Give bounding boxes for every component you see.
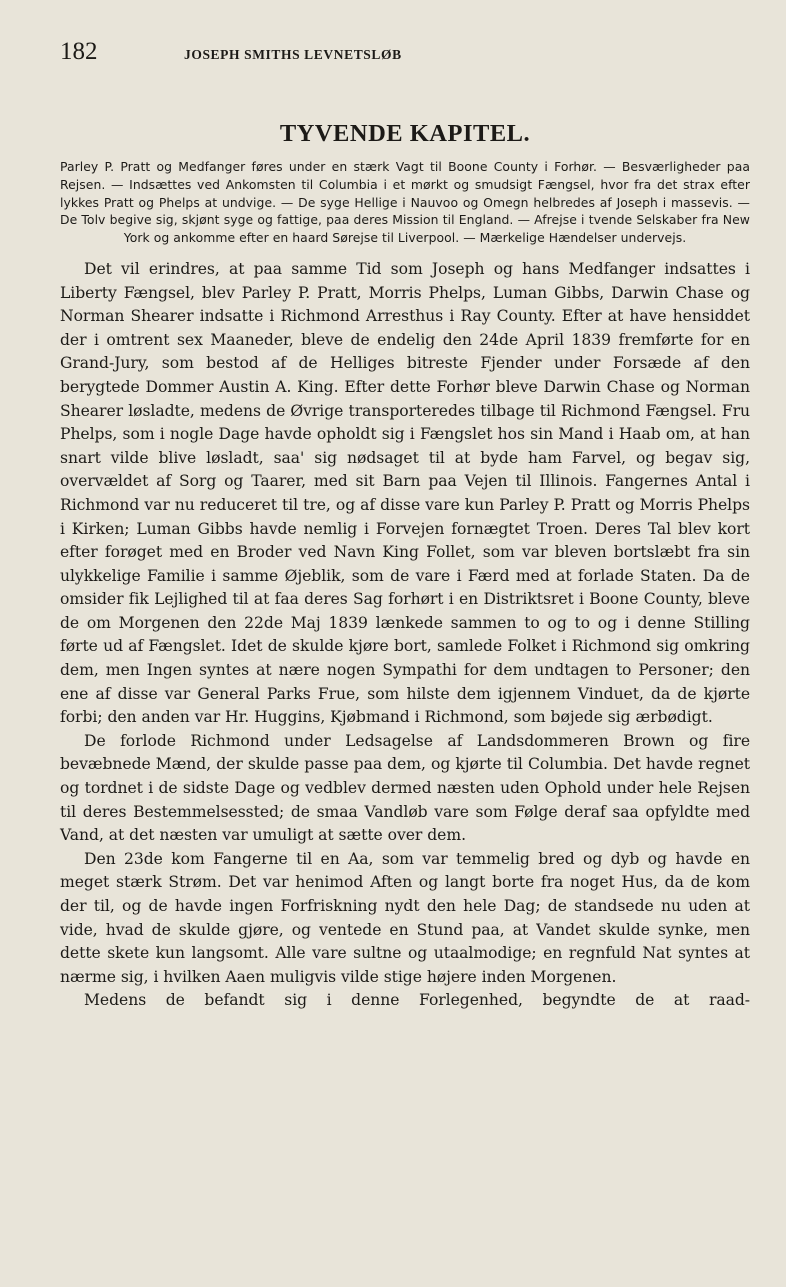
chapter-title: TYVENDE KAPITEL. <box>279 120 531 147</box>
paragraph: Det vil erindres, at paa samme Tid som Joseph og hans Medfanger indsattes i Liberty Fængsel, blev Parley P. Pratt, Morris Phelps, Luman Gibbs, Darwin Chase og Norman Shearer indsatte i Richmond Arresthus i Ray County. Efter at have hensiddet der i omtrent sex Maaneder, bleve de endelig den 24de April 1839 fremførte for en Grand-Jury, som bestod af de Helliges bitreste Fjender under Forsæde af den berygtede Dommer Austin A. King. Efter dette Forhør bleve Darwin Chase og Norman Shearer løsladte, medens de Øvrige transporteredes tilbage til Richmond Fængsel. Fru Phelps, som i nogle Dage havde opholdt sig i Fængslet hos sin Mand i Haab om, at han snart vilde blive løsladt, saa' sig nødsaget til at byde ham Farvel, og begav sig, overvældet af Sorg og Taarer, med sit Barn paa Vejen til Illinois. Fangernes Antal i Richmond var nu reduceret til tre, og af disse vare kun Parley P. Pratt og Morris Phelps i Kirken; Luman Gibbs havde nemlig i Forvejen fornægtet Troen. Deres Tal blev kort efter forøget med en Broder ved Navn King Follet, som var bleven bortslæbt fra sin ulykkelige Familie i samme Øjeblik, som de vare i Færd med at forlade Staten. Da de omsider fik Lejlighed til at faa deres Sag forhørt i en Distriktsret i Boone County, bleve de om Morgenen den 22de Maj 1839 lænkede sammen to og to og i denne Stilling førte ud af Fængslet. Idet de skulde kjøre bort, samlede Folket i Richmond sig omkring dem, men Ingen syntes at nære nogen Sympathi for dem undtagen to Personer; den ene af disse var General Parks Frue, som hilste dem igjennem Vinduet, da de kjørte forbi; den anden var Hr. Huggins, Kjøbmand i Richmond, som bøjede sig ærbødigt. <box>60 259 750 727</box>
chapter-synopsis: Parley P. Pratt og Medfanger føres under en stærk Vagt til Boone County i Forhør. — Besværligheder paa Rejsen. — Indsættes ved Ankomsten til Columbia i et mørkt og smudsigt Fængsel, hvor fra det strax efter lykkes Pratt og Phelps at undvige. — De syge Hellige i Nauvoo og Omegn helbredes af Joseph i massevis. — De Tolv begive sig, skjønt syge og fattige, paa deres Mission til England. — Afrejse i tvende Selskaber fra New York og ankomme efter en haard Sørejse til Liverpool. — Mærkelige Hændelser undervejs. <box>60 159 750 246</box>
paragraph: De forlode Richmond under Ledsagelse af Landsdommeren Brown og fire bevæbnede Mænd, der skulde passe paa dem, og kjørte til Columbia. Det havde regnet og tordnet i de sidste Dage og vedblev dermed næsten uden Ophold under hele Rejsen til deres Bestemmelsessted; de smaa Vandløb vare som Følge deraf saa opfyldte med Vand, at det næsten var umuligt at sætte over dem. <box>60 731 750 845</box>
paragraph: Den 23de kom Fangerne til en Aa, som var temmelig bred og dyb og havde en meget stærk Strøm. Det var henimod Aften og langt borte fra noget Hus, da de kom der til, og de havde ingen Forfriskning nydt den hele Dag; de standsede nu uden at vide, hvad de skulde gjøre, og ventede en Stund paa, at Vandet skulde synke, men dette skete kun langsomt. Alle vare sultne og utaalmodige; en regnfuld Nat syntes at nærme sig, i hvilken Aaen muligvis vilde stige højere inden Morgenen. <box>60 849 750 986</box>
running-title: JOSEPH SMITHS LEVNETSLØB <box>184 47 402 62</box>
page-number: 182 <box>60 38 98 65</box>
body-text <box>60 258 750 1013</box>
paragraph: Medens de befandt sig i denne Forlegenhed, begyndte de at raad- <box>84 991 750 1010</box>
running-head <box>60 38 750 68</box>
